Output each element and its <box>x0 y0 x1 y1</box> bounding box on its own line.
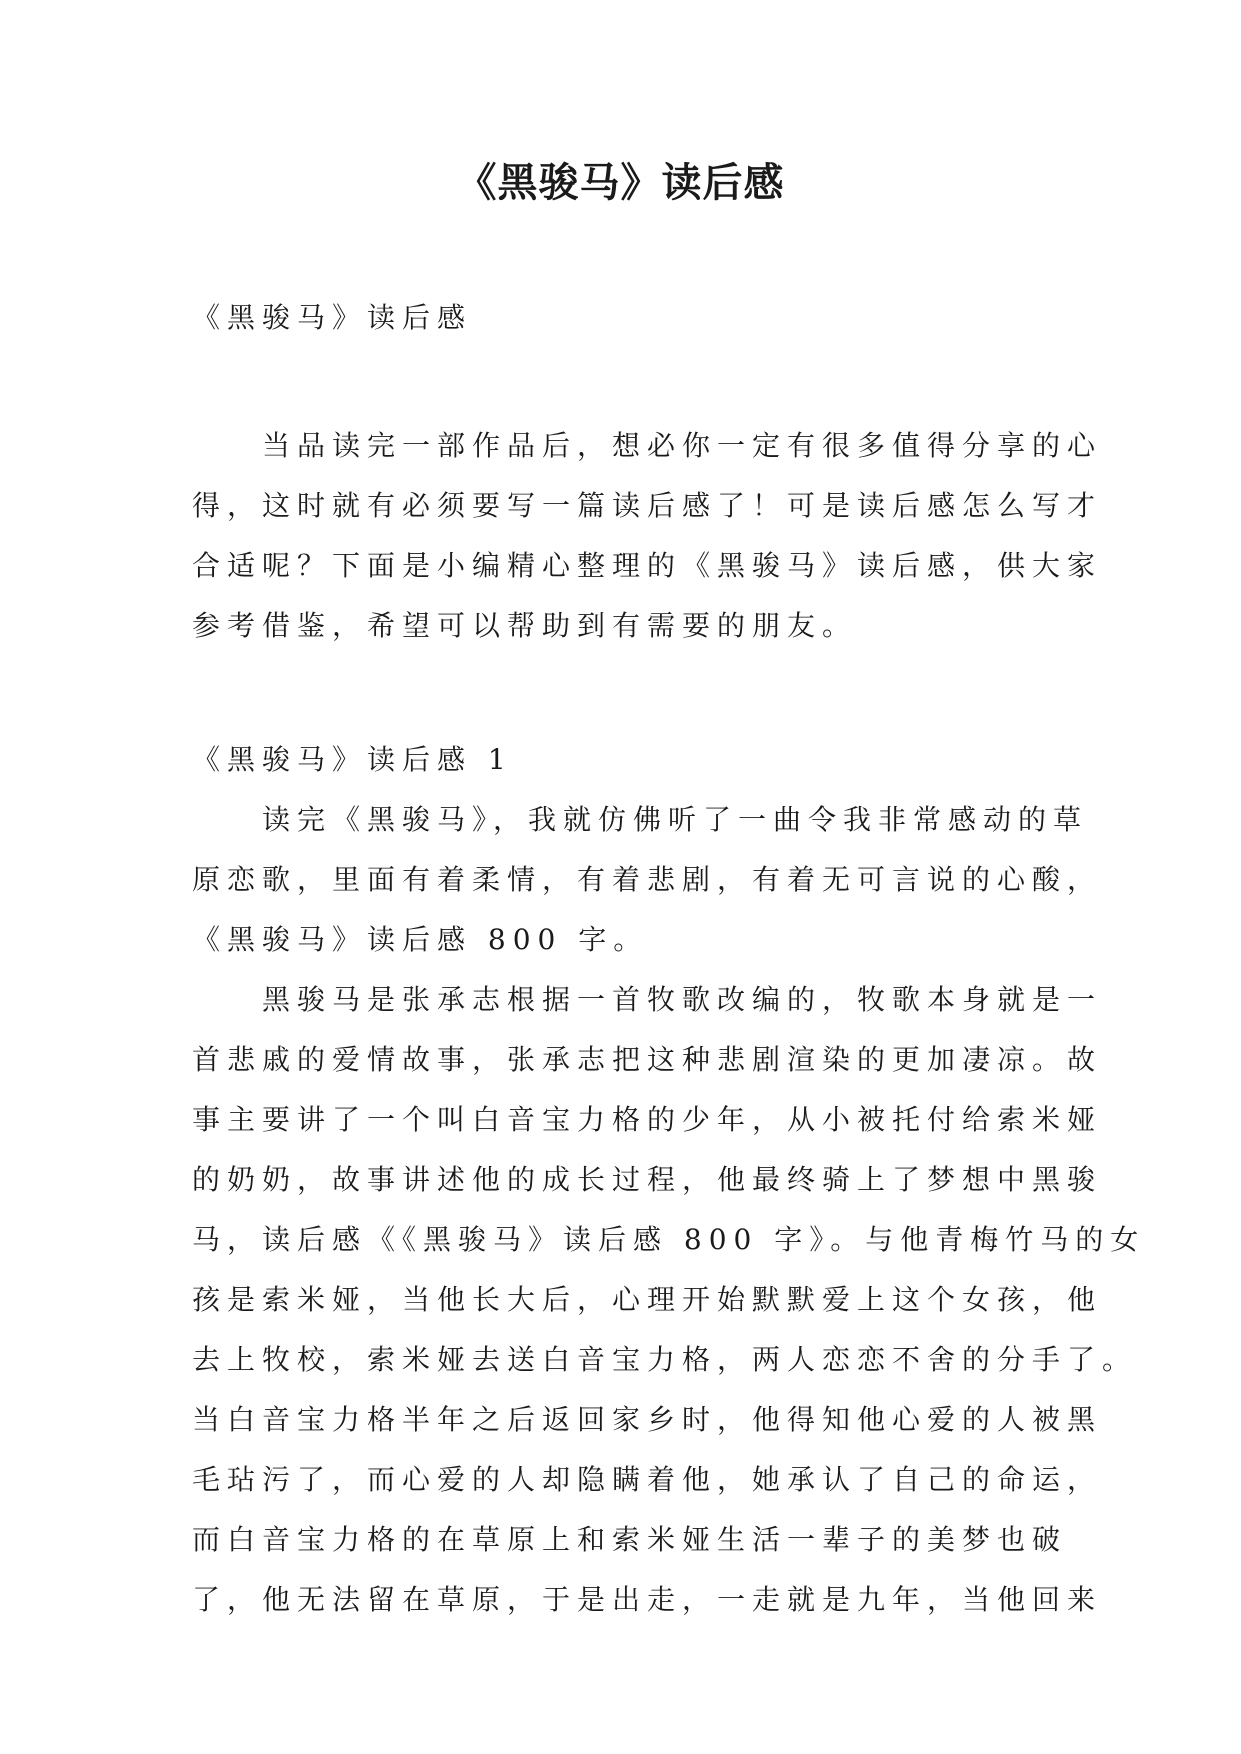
subtitle: 《黑骏马》读后感 <box>192 301 473 334</box>
paragraph-line: 事主要讲了一个叫白音宝力格的少年，从小被托付给索米娅 <box>192 1103 1103 1136</box>
document-title: 《黑骏马》读后感 <box>456 159 785 206</box>
body-paragraph-2 <box>192 970 1146 1630</box>
body-paragraph-1 <box>192 790 1103 970</box>
paragraph-line: 当白音宝力格半年之后返回家乡时，他得知他心爱的人被黑 <box>192 1403 1103 1436</box>
paragraph-line: 孩是索米娅，当他长大后，心理开始默默爱上这个女孩，他 <box>192 1283 1103 1316</box>
paragraph-line: 而白音宝力格的在草原上和索米娅生活一辈子的美梦也破 <box>192 1523 1068 1556</box>
paragraph-line: 原恋歌，里面有着柔情，有着悲剧，有着无可言说的心酸， <box>192 863 1103 896</box>
document-body <box>192 288 1146 1630</box>
paragraph-line: 得，这时就有必须要写一篇读后感了！可是读后感怎么写才 <box>192 489 1103 522</box>
paragraph-line: 合适呢？下面是小编精心整理的《黑骏马》读后感，供大家 <box>192 549 1103 582</box>
paragraph-line: 读完《黑骏马》，我就仿佛听了一曲令我非常感动的草 <box>262 803 1089 836</box>
paragraph-line: 参考借鉴，希望可以帮助到有需要的朋友。 <box>192 609 858 642</box>
paragraph-line: 了，他无法留在草原，于是出走，一走就是九年，当他回来 <box>192 1583 1103 1616</box>
section-heading: 《黑骏马》读后感 1 <box>192 743 513 776</box>
intro-paragraph <box>192 416 1103 656</box>
paragraph-line: 《黑骏马》读后感 800 字。 <box>192 923 649 956</box>
paragraph-line: 马，读后感《《黑骏马》读后感 800 字》。与他青梅竹马的女 <box>192 1223 1146 1256</box>
paragraph-line: 毛玷污了，而心爱的人却隐瞒着他，她承认了自己的命运， <box>192 1463 1103 1496</box>
paragraph-line: 的奶奶，故事讲述他的成长过程，他最终骑上了梦想中黑骏 <box>192 1163 1103 1196</box>
paragraph-line: 当品读完一部作品后，想必你一定有很多值得分享的心 <box>262 429 1103 462</box>
paragraph-line: 去上牧校，索米娅去送白音宝力格，两人恋恋不舍的分手了。 <box>192 1343 1138 1376</box>
paragraph-line: 首悲戚的爱情故事，张承志把这种悲剧渲染的更加凄凉。故 <box>192 1043 1103 1076</box>
paragraph-line: 黑骏马是张承志根据一首牧歌改编的，牧歌本身就是一 <box>262 983 1103 1016</box>
